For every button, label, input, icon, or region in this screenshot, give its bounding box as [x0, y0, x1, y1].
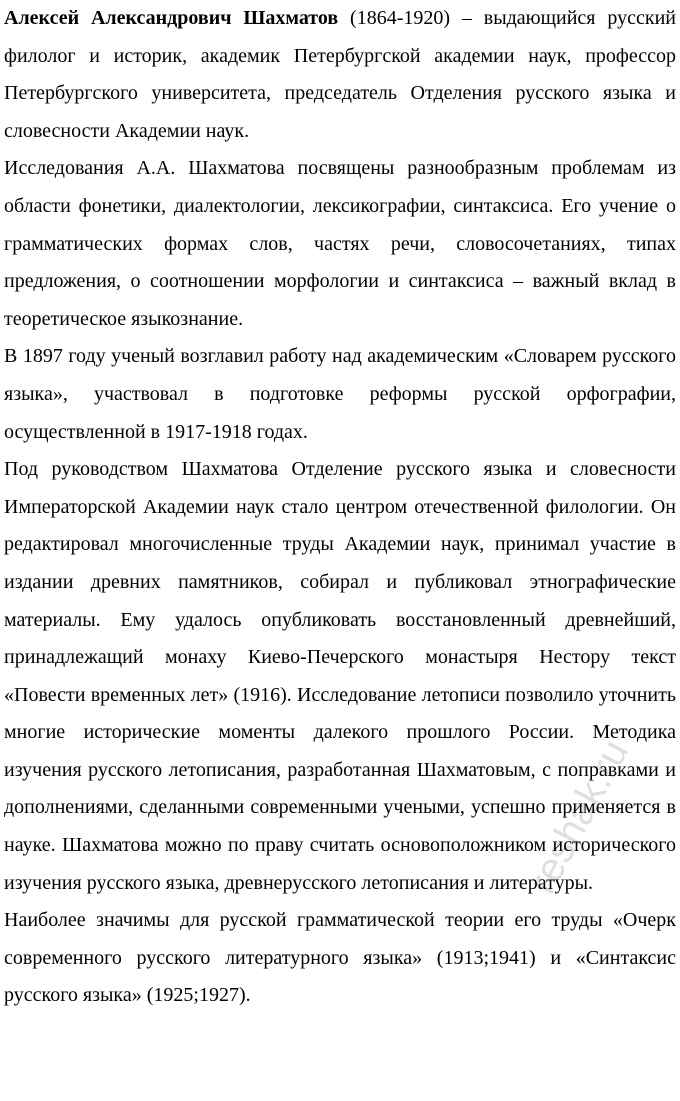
- person-name: Алексей Александрович Шахматов: [4, 7, 339, 29]
- paragraph-dictionary: В 1897 году ученый возглавил работу над академическим «Словарем русского языка», участвовал в подготовке реформы русской орфографии, осуществленной в 1917-1918 годах.: [4, 345, 676, 443]
- document-page: [4, 0, 676, 1015]
- watermark: reshak.ru: [520, 732, 638, 901]
- paragraph-intro: [4, 0, 676, 150]
- paragraph-research: Исследования А.А. Шахматова посвящены разнообразным проблемам из области фонетики, диалектологии, лексикографии, синтаксиса. Его учение о грамматических формах слов, частях речи, словосочетаниях, типах предложения, о соотношении морфологии и синтаксиса – важный вклад в теоретическое языкознание.: [4, 157, 676, 330]
- paragraph-works: Наиболее значимы для русской грамматической теории его труды «Очерк современного русского литературного языка» (1913;1941) и «Синтаксис русского языка» (1925;1927).: [4, 909, 676, 1007]
- paragraph-leadership: Под руководством Шахматова Отделение русского языка и словесности Императорской Академии наук стало центром отечественной филологии. Он редактировал многочисленные труды Академии наук, принимал участие в издании древних памятников, собирал и публиковал этнографические материалы. Ему удалось опубликовать восстановленный древнейший, принадлежащий монаху Киево-Печерского монастыря Нестору текст «Повести временных лет» (1916). Исследование летописи позволило уточнить многие исторические моменты далекого прошлого России. Методика изучения русского летописания, разработанная Шахматовым, с поправками и дополнениями, сделанными современными учеными, успешно применяется в науке. Шахматова можно по праву считать основоположником исторического изучения русского языка, древнерусского летописания и литературы.: [4, 458, 676, 894]
- paragraph-intro-text: (1864-1920) – выдающийся русский филолог и историк, академик Петербургской академии наук, профессор Петербургского университета, председатель Отделения русского языка и словесности Академии наук.: [4, 7, 676, 142]
